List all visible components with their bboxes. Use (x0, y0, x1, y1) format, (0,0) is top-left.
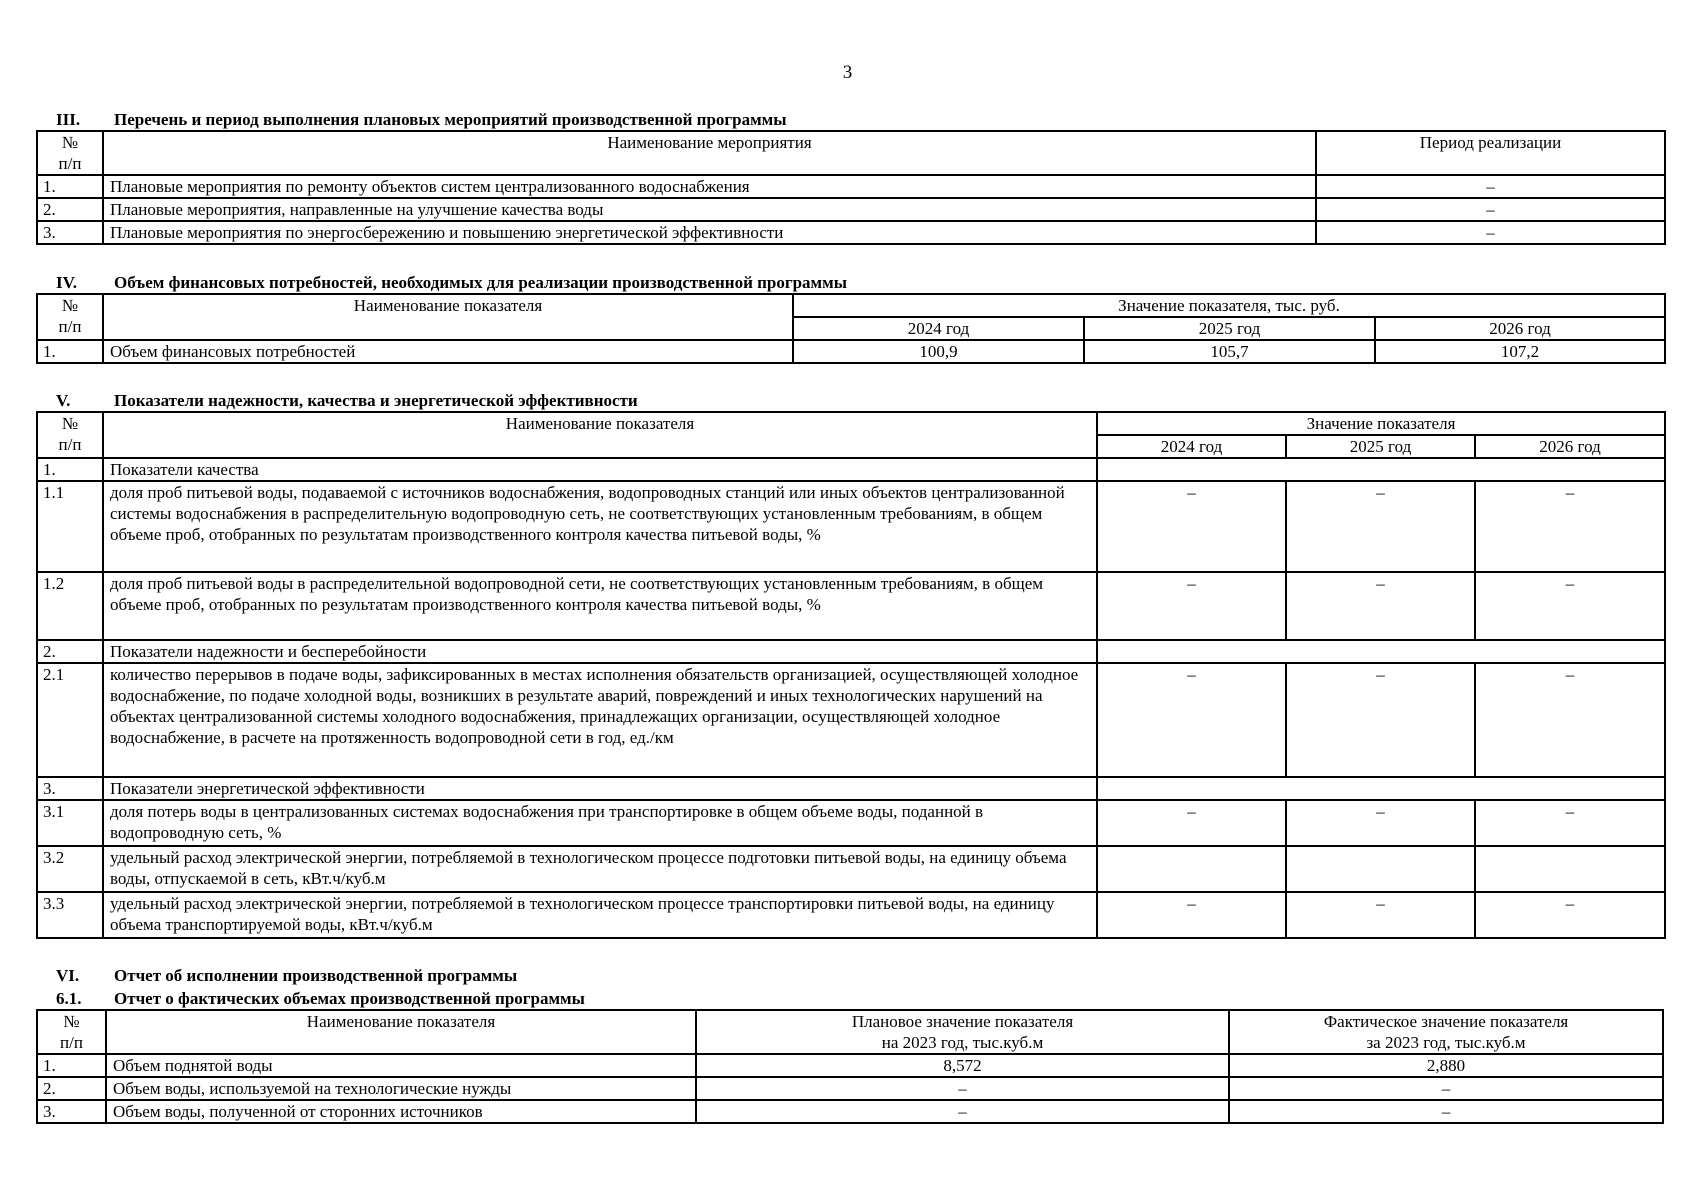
row-name: количество перерывов в подаче воды, зафиксированных в местах исполнения обязательств организацией, осуществляющей холодное водоснабжение, по подаче холодной воды, возникших в результате аварий, повреждений и иных технологических нарушений на объектах централизованной системы холодного водоснабжения, принадлежащих организации, осуществляющей холодное водоснабжение, в расчете на протяженность водопроводной сети в год, ед./км (103, 663, 1097, 777)
header-value: Значение показателя, тыс. руб. (793, 294, 1665, 317)
header-no: № п/п (37, 1010, 106, 1054)
table-row (37, 1054, 1663, 1077)
row-number: 1.1 (37, 481, 103, 572)
row-name: Объем поднятой воды (106, 1054, 696, 1077)
header-year-2026: 2026 год (1475, 435, 1665, 458)
section-6-1-title (56, 989, 585, 1009)
row-value-2024 (1097, 846, 1286, 892)
row-number: 3.1 (37, 800, 103, 846)
row-value-2024: – (1097, 663, 1286, 777)
table-row (37, 1100, 1663, 1123)
header-year-2025: 2025 год (1286, 435, 1475, 458)
row-number: 1. (37, 1054, 106, 1077)
row-plan: – (696, 1100, 1229, 1123)
group-row (37, 458, 1665, 481)
section-4-table (36, 293, 1666, 364)
row-number: 2.1 (37, 663, 103, 777)
table-row (37, 175, 1665, 198)
row-value-2024: – (1097, 800, 1286, 846)
row-period: – (1316, 175, 1665, 198)
row-name: Объем финансовых потребностей (103, 340, 793, 363)
table-row (37, 221, 1665, 244)
row-empty-values (1097, 777, 1665, 800)
row-plan: – (696, 1077, 1229, 1100)
section-6-1-number: 6.1. (56, 989, 82, 1008)
section-5-title (56, 391, 638, 411)
header-year-2024: 2024 год (793, 317, 1084, 340)
header-no: № п/п (37, 131, 103, 175)
section-6-table (36, 1009, 1664, 1124)
row-number: 1. (37, 175, 103, 198)
row-value-2024: 100,9 (793, 340, 1084, 363)
row-value-2025 (1286, 846, 1475, 892)
row-name: Объем воды, полученной от сторонних источников (106, 1100, 696, 1123)
row-empty-values (1097, 458, 1665, 481)
row-number: 3. (37, 1100, 106, 1123)
row-name: доля проб питьевой воды, подаваемой с источников водоснабжения, водопроводных станций или иных объектов централизованной системы водоснабжения в распределительную водопроводную сеть, не соответствующих установленным требованиям, в общем объеме проб, отобранных по результатам производственного контроля качества питьевой воды, % (103, 481, 1097, 572)
row-number: 2. (37, 198, 103, 221)
row-value-2025: – (1286, 663, 1475, 777)
header-year-2024: 2024 год (1097, 435, 1286, 458)
row-name: доля потерь воды в централизованных системах водоснабжения при транспортировке в общем объеме воды, поданной в водопроводную сеть, % (103, 800, 1097, 846)
header-name: Наименование мероприятия (103, 131, 1316, 175)
row-value-2026: 107,2 (1375, 340, 1665, 363)
row-value-2025: – (1286, 481, 1475, 572)
row-value-2024: – (1097, 572, 1286, 640)
table-row (37, 800, 1665, 846)
header-no: № п/п (37, 412, 103, 458)
row-value-2024: – (1097, 892, 1286, 938)
header-name: Наименование показателя (103, 412, 1097, 458)
row-number: 3. (37, 777, 103, 800)
row-period: – (1316, 198, 1665, 221)
row-number: 2. (37, 1077, 106, 1100)
row-name: Показатели качества (103, 458, 1097, 481)
header-name: Наименование показателя (103, 294, 793, 340)
header-fact: Фактическое значение показателя за 2023 год, тыс.куб.м (1229, 1010, 1663, 1054)
row-number: 3. (37, 221, 103, 244)
row-name: Показатели энергетической эффективности (103, 777, 1097, 800)
row-number: 3.3 (37, 892, 103, 938)
section-6-1-heading: Отчет о фактических объемах производственной программы (114, 989, 585, 1008)
row-value-2025: 105,7 (1084, 340, 1375, 363)
table-row (37, 481, 1665, 572)
section-5-number: V. (56, 391, 71, 410)
section-5-table (36, 411, 1666, 939)
row-name: доля проб питьевой воды в распределительной водопроводной сети, не соответствующих установленным требованиям, в общем объеме проб, отобранных по результатам производственного контроля качества питьевой воды, % (103, 572, 1097, 640)
row-name: Плановые мероприятия, направленные на улучшение качества воды (103, 198, 1316, 221)
group-row (37, 640, 1665, 663)
header-value: Значение показателя (1097, 412, 1665, 435)
section-4-title (56, 273, 847, 293)
row-fact: – (1229, 1077, 1663, 1100)
table-row (37, 340, 1665, 363)
section-3-table (36, 130, 1666, 245)
row-name: удельный расход электрической энергии, потребляемой в технологическом процессе подготовки питьевой воды, на единицу объема воды, отпускаемой в сеть, кВт.ч/куб.м (103, 846, 1097, 892)
header-period: Период реализации (1316, 131, 1665, 175)
row-plan: 8,572 (696, 1054, 1229, 1077)
header-year-2025: 2025 год (1084, 317, 1375, 340)
row-name: Плановые мероприятия по ремонту объектов систем централизованного водоснабжения (103, 175, 1316, 198)
row-value-2024: – (1097, 481, 1286, 572)
row-number: 1. (37, 458, 103, 481)
row-value-2025: – (1286, 892, 1475, 938)
section-6-title (56, 966, 517, 986)
group-row (37, 777, 1665, 800)
row-value-2026: – (1475, 663, 1665, 777)
section-3-number: III. (56, 110, 81, 129)
row-value-2025: – (1286, 572, 1475, 640)
row-value-2026: – (1475, 572, 1665, 640)
row-name: Плановые мероприятия по энергосбережению и повышению энергетической эффективности (103, 221, 1316, 244)
row-name: удельный расход электрической энергии, потребляемой в технологическом процессе транспортировки питьевой воды, на единицу объема транспортируемой воды, кВт.ч/куб.м (103, 892, 1097, 938)
row-number: 1.2 (37, 572, 103, 640)
row-value-2026: – (1475, 800, 1665, 846)
row-value-2026: – (1475, 481, 1665, 572)
row-number: 3.2 (37, 846, 103, 892)
section-3-title (56, 110, 787, 130)
row-value-2026 (1475, 846, 1665, 892)
table-row (37, 572, 1665, 640)
header-year-2026: 2026 год (1375, 317, 1665, 340)
row-fact: – (1229, 1100, 1663, 1123)
row-number: 2. (37, 640, 103, 663)
section-6-number: VI. (56, 966, 80, 985)
page-number: 3 (842, 62, 853, 83)
header-no: № п/п (37, 294, 103, 340)
row-fact: 2,880 (1229, 1054, 1663, 1077)
table-row (37, 663, 1665, 777)
section-6-heading: Отчет об исполнении производственной программы (114, 966, 518, 985)
section-3-heading: Перечень и период выполнения плановых мероприятий производственной программы (114, 110, 787, 129)
row-name: Объем воды, используемой на технологические нужды (106, 1077, 696, 1100)
section-4-heading: Объем финансовых потребностей, необходимых для реализации производственной программы (114, 273, 847, 292)
row-period: – (1316, 221, 1665, 244)
table-row (37, 846, 1665, 892)
row-empty-values (1097, 640, 1665, 663)
row-value-2025: – (1286, 800, 1475, 846)
table-row (37, 198, 1665, 221)
row-number: 1. (37, 340, 103, 363)
section-4-number: IV. (56, 273, 77, 292)
table-row (37, 1077, 1663, 1100)
section-5-heading: Показатели надежности, качества и энергетической эффективности (114, 391, 638, 410)
row-name: Показатели надежности и бесперебойности (103, 640, 1097, 663)
row-value-2026: – (1475, 892, 1665, 938)
header-plan: Плановое значение показателя на 2023 год, тыс.куб.м (696, 1010, 1229, 1054)
table-row (37, 892, 1665, 938)
header-name: Наименование показателя (106, 1010, 696, 1054)
